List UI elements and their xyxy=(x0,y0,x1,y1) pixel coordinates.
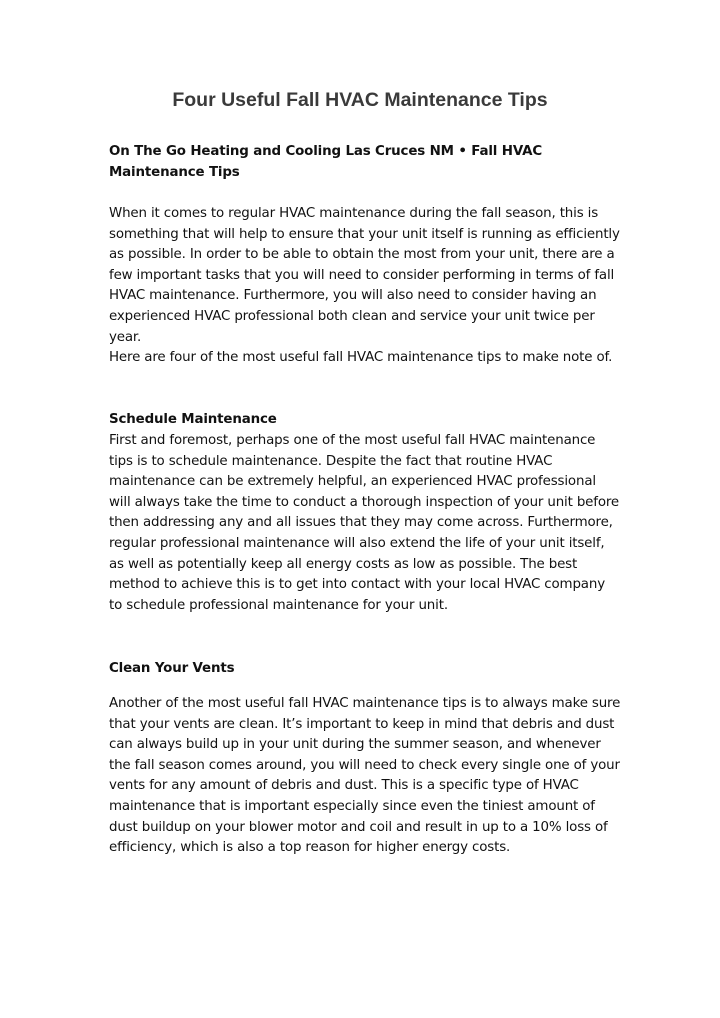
section-body-schedule-maintenance: First and foremost, perhaps one of the most useful fall HVAC maintenance tips is to schedule maintenance. Despite the fact that routine HVAC maintenance can be extremely helpful, an experienced HVAC professional will always take the time to conduct a thorough inspection of your unit before then addressing any and all issues that they may come across. Furthermore, regular professional maintenance will also extend the life of your unit itself, as well as potentially keep all energy costs as low as possible. The best method to achieve this is to get into contact with your local HVAC company to schedule professional maintenance for your unit. xyxy=(109,433,620,613)
section-heading-clean-vents: Clean Your Vents xyxy=(109,661,235,676)
intro-paragraph: When it comes to regular HVAC maintenance during the fall season, this is something that will help to ensure that your unit itself is running as efficiently as possible. In order to be able to obtain the most from your unit, there are a few important tasks that you will need to consider performing in terms of fall HVAC maintenance. Furthermore, you will also need to consider having an experienced HVAC professional both clean and service your unit twice per year. xyxy=(109,206,620,345)
section-body-clean-vents: Another of the most useful fall HVAC maintenance tips is to always make sure that your vents are clean. It’s important to keep in mind that debris and dust can always build up in your unit during the summer season, and whenever the fall season comes around, you will need to check every single one of your vents for any amount of debris and dust. This is a specific type of HVAC maintenance that is important especially since even the tiniest amount of dust buildup on your blower motor and coil and result in up to a 10% loss of efficiency, which is also a top reason for higher energy costs. xyxy=(109,696,621,856)
document-title: Four Useful Fall HVAC Maintenance Tips xyxy=(172,89,548,111)
section-heading-schedule-maintenance: Schedule Maintenance xyxy=(109,412,277,427)
intro-paragraph-followup: Here are four of the most useful fall HVAC maintenance tips to make note of. xyxy=(109,350,613,365)
document-subtitle: On The Go Heating and Cooling Las Cruces NM • Fall HVAC Maintenance Tips xyxy=(109,144,543,180)
